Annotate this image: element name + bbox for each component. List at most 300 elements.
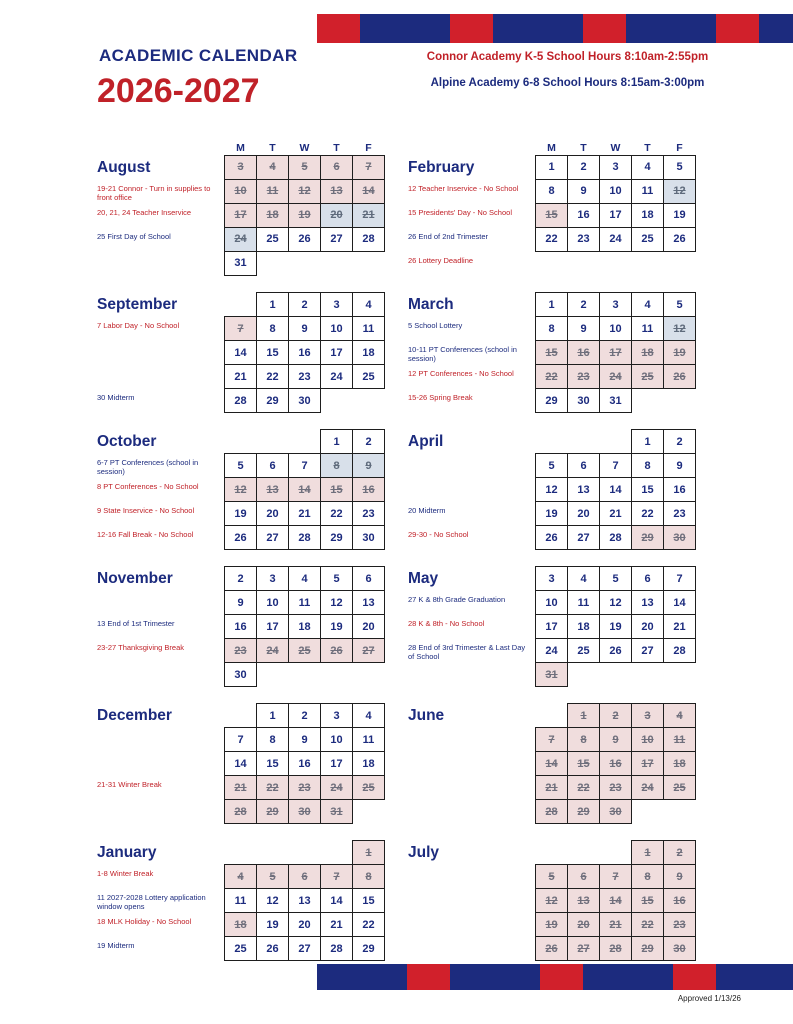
- month-february: [408, 141, 698, 277]
- day-cell: 5: [225, 454, 257, 478]
- month-note: 25 First Day of School: [97, 232, 171, 241]
- calendar-october: [224, 429, 385, 550]
- day-cell: 15: [568, 752, 600, 776]
- empty-cell: [632, 389, 664, 413]
- day-cell: 30: [568, 389, 600, 413]
- day-cell: 9: [568, 179, 600, 203]
- month-note: 26 End of 2nd Trimester: [408, 232, 489, 241]
- day-cell: 23: [664, 502, 696, 526]
- day-cell: 5: [257, 865, 289, 889]
- empty-cell: [321, 389, 353, 413]
- month-november: [97, 566, 387, 688]
- day-cell: 18: [353, 752, 385, 776]
- day-cell: 8: [632, 454, 664, 478]
- day-cell: 17: [600, 203, 632, 227]
- day-cell: 7: [225, 728, 257, 752]
- bar-segment-red: [317, 14, 360, 43]
- day-cell: 29: [632, 937, 664, 961]
- day-cell: 15: [632, 889, 664, 913]
- month-name-march: March: [408, 296, 454, 313]
- month-note: 26 Lottery Deadline: [408, 256, 474, 265]
- calendar-december: [224, 703, 385, 824]
- month-note: 15 Presidents' Day - No School: [408, 208, 512, 217]
- day-cell: 29: [257, 389, 289, 413]
- day-cell: 3: [600, 293, 632, 317]
- day-cell: 18: [632, 203, 664, 227]
- day-cell: 23: [664, 913, 696, 937]
- day-cell: 7: [353, 155, 385, 179]
- day-cell: 15: [257, 752, 289, 776]
- day-cell: 26: [536, 937, 568, 961]
- day-cell: 5: [664, 293, 696, 317]
- month-name-august: August: [97, 159, 151, 176]
- day-cell: 8: [568, 728, 600, 752]
- day-cell: 21: [600, 502, 632, 526]
- day-cell: 29: [321, 526, 353, 550]
- month-note: 5 School Lottery: [408, 321, 463, 330]
- empty-cell: [568, 430, 600, 454]
- day-cell: 13: [353, 591, 385, 615]
- day-cell: 28: [353, 227, 385, 251]
- day-cell: 20: [632, 615, 664, 639]
- day-cell: 29: [257, 800, 289, 824]
- day-cell: 10: [600, 317, 632, 341]
- day-cell: 6: [568, 454, 600, 478]
- day-cell: 25: [257, 227, 289, 251]
- day-cell: 11: [353, 317, 385, 341]
- month-name-december: December: [97, 707, 172, 724]
- day-cell: 31: [536, 663, 568, 687]
- month-note: 13 End of 1st Trimester: [97, 619, 175, 628]
- month-name-january: January: [97, 844, 157, 861]
- month-label-column-august: [97, 141, 224, 277]
- day-cell: 7: [321, 865, 353, 889]
- month-label-column-february: [408, 141, 535, 277]
- month-note: 30 Midterm: [97, 393, 135, 402]
- weekday-header: T: [580, 141, 587, 154]
- day-cell: 2: [568, 293, 600, 317]
- day-cell: 5: [664, 155, 696, 179]
- month-august: [97, 141, 387, 277]
- day-cell: 28: [600, 526, 632, 550]
- day-cell: 17: [600, 341, 632, 365]
- empty-cell: [225, 704, 257, 728]
- month-label-column-march: [408, 292, 535, 414]
- day-cell: 9: [664, 454, 696, 478]
- day-cell: 5: [536, 865, 568, 889]
- day-cell: 28: [600, 937, 632, 961]
- month-name-june: June: [408, 707, 445, 724]
- day-cell: 14: [289, 478, 321, 502]
- month-october: [97, 429, 387, 551]
- day-cell: 29: [568, 800, 600, 824]
- empty-cell: [225, 430, 257, 454]
- day-cell: 25: [568, 639, 600, 663]
- day-cell: 14: [664, 591, 696, 615]
- day-cell: 19: [257, 913, 289, 937]
- day-cell: 1: [321, 430, 353, 454]
- day-cell: 24: [257, 639, 289, 663]
- day-cell: 2: [289, 704, 321, 728]
- day-cell: 3: [257, 567, 289, 591]
- school-years: 2026-2027: [97, 72, 260, 110]
- month-note: 23-27 Thanksgiving Break: [97, 643, 184, 652]
- day-cell: 29: [632, 526, 664, 550]
- day-cell: 8: [536, 179, 568, 203]
- month-note: 18 MLK Holiday - No School: [97, 917, 192, 926]
- day-cell: 21: [225, 365, 257, 389]
- calendar-february: [535, 141, 696, 252]
- day-cell: 7: [664, 567, 696, 591]
- day-cell: 4: [568, 567, 600, 591]
- day-cell: 20: [568, 502, 600, 526]
- day-cell: 12: [321, 591, 353, 615]
- bar-segment-blue: [317, 964, 407, 990]
- day-cell: 26: [289, 227, 321, 251]
- empty-cell: [664, 663, 696, 687]
- day-cell: 23: [225, 639, 257, 663]
- month-name-july: July: [408, 844, 440, 861]
- day-cell: 2: [289, 293, 321, 317]
- day-cell: 20: [257, 502, 289, 526]
- day-cell: 15: [353, 889, 385, 913]
- day-cell: 16: [664, 478, 696, 502]
- day-cell: 19: [600, 615, 632, 639]
- weekday-header: W: [299, 141, 310, 154]
- bar-segment-red: [540, 964, 583, 990]
- day-cell: 12: [664, 317, 696, 341]
- day-cell: 10: [536, 591, 568, 615]
- day-cell: 19: [289, 203, 321, 227]
- day-cell: 22: [632, 913, 664, 937]
- month-note: 1-8 Winter Break: [97, 869, 154, 878]
- empty-cell: [600, 430, 632, 454]
- day-cell: 22: [568, 776, 600, 800]
- empty-cell: [536, 704, 568, 728]
- day-cell: 26: [321, 639, 353, 663]
- day-cell: 24: [600, 227, 632, 251]
- day-cell: 18: [353, 341, 385, 365]
- day-cell: 9: [600, 728, 632, 752]
- day-cell: 9: [289, 728, 321, 752]
- day-cell: 21: [289, 502, 321, 526]
- day-cell: 9: [353, 454, 385, 478]
- day-cell: 14: [600, 478, 632, 502]
- empty-cell: [664, 800, 696, 824]
- bar-segment-blue: [450, 964, 540, 990]
- day-cell: 25: [225, 937, 257, 961]
- school-hours: [400, 50, 735, 102]
- day-cell: 30: [664, 526, 696, 550]
- day-cell: 22: [632, 502, 664, 526]
- connor-hours-line: Connor Academy K-5 School Hours 8:10am-2:55pm: [426, 51, 709, 63]
- day-cell: 21: [225, 776, 257, 800]
- day-cell: 4: [664, 704, 696, 728]
- weekday-header: T: [269, 141, 276, 154]
- month-note: 28 K & 8th - No School: [408, 619, 485, 628]
- day-cell: 30: [289, 800, 321, 824]
- day-cell: 9: [664, 865, 696, 889]
- day-cell: 8: [353, 865, 385, 889]
- day-cell: 14: [536, 752, 568, 776]
- month-label-column-july: [408, 840, 535, 962]
- empty-cell: [257, 430, 289, 454]
- day-cell: 18: [664, 752, 696, 776]
- day-cell: 24: [536, 639, 568, 663]
- bar-segment-blue: [626, 14, 716, 43]
- day-cell: 27: [257, 526, 289, 550]
- day-cell: 7: [536, 728, 568, 752]
- day-cell: 9: [289, 317, 321, 341]
- day-cell: 22: [257, 776, 289, 800]
- bar-segment-red: [673, 964, 716, 990]
- day-cell: 23: [600, 776, 632, 800]
- day-cell: 7: [225, 317, 257, 341]
- months-grid: [97, 141, 698, 962]
- day-cell: 17: [536, 615, 568, 639]
- empty-cell: [257, 841, 289, 865]
- month-september: [97, 292, 387, 414]
- month-note: 9 State Inservice - No School: [97, 506, 195, 515]
- month-name-october: October: [97, 433, 157, 450]
- empty-cell: [568, 663, 600, 687]
- day-cell: 10: [321, 728, 353, 752]
- month-note: 12 Teacher Inservice - No School: [408, 184, 519, 193]
- day-cell: 3: [321, 293, 353, 317]
- day-cell: 16: [664, 889, 696, 913]
- day-cell: 1: [632, 841, 664, 865]
- weekday-header: T: [644, 141, 651, 154]
- empty-cell: [568, 841, 600, 865]
- day-cell: 29: [353, 937, 385, 961]
- day-cell: 12: [257, 889, 289, 913]
- day-cell: 17: [257, 615, 289, 639]
- day-cell: 13: [632, 591, 664, 615]
- day-cell: 12: [225, 478, 257, 502]
- empty-cell: [225, 841, 257, 865]
- day-cell: 10: [632, 728, 664, 752]
- bar-segment-blue: [716, 964, 793, 990]
- month-label-column-april: [408, 429, 535, 551]
- month-note: 19 Midterm: [97, 941, 135, 950]
- day-cell: 11: [632, 179, 664, 203]
- day-cell: 19: [225, 502, 257, 526]
- day-cell: 18: [568, 615, 600, 639]
- day-cell: 12: [536, 889, 568, 913]
- month-label-column-june: [408, 703, 535, 825]
- day-cell: 5: [600, 567, 632, 591]
- empty-cell: [600, 663, 632, 687]
- day-cell: 30: [353, 526, 385, 550]
- day-cell: 13: [568, 889, 600, 913]
- day-cell: 4: [632, 293, 664, 317]
- day-cell: 12: [289, 179, 321, 203]
- empty-cell: [536, 841, 568, 865]
- empty-cell: [321, 841, 353, 865]
- day-cell: 7: [600, 454, 632, 478]
- day-cell: 20: [321, 203, 353, 227]
- day-cell: 26: [664, 227, 696, 251]
- empty-cell: [289, 251, 321, 275]
- day-cell: 4: [225, 865, 257, 889]
- calendar-january: [224, 840, 385, 961]
- day-cell: 16: [289, 341, 321, 365]
- day-cell: 15: [632, 478, 664, 502]
- day-cell: 15: [536, 341, 568, 365]
- day-cell: 26: [664, 365, 696, 389]
- day-cell: 11: [225, 889, 257, 913]
- empty-cell: [632, 800, 664, 824]
- calendar-april: [535, 429, 696, 550]
- month-label-column-december: [97, 703, 224, 825]
- day-cell: 4: [632, 155, 664, 179]
- empty-cell: [289, 663, 321, 687]
- empty-cell: [353, 663, 385, 687]
- day-cell: 24: [321, 365, 353, 389]
- empty-cell: [632, 663, 664, 687]
- month-note: 20, 21, 24 Teacher Inservice: [97, 208, 192, 217]
- day-cell: 31: [321, 800, 353, 824]
- day-cell: 10: [321, 317, 353, 341]
- day-cell: 31: [600, 389, 632, 413]
- month-march: [408, 292, 698, 414]
- day-cell: 19: [664, 341, 696, 365]
- weekday-header: M: [236, 141, 245, 154]
- day-cell: 9: [225, 591, 257, 615]
- day-cell: 8: [257, 728, 289, 752]
- day-cell: 8: [257, 317, 289, 341]
- day-cell: 16: [225, 615, 257, 639]
- day-cell: 26: [225, 526, 257, 550]
- month-july: [408, 840, 698, 962]
- day-cell: 19: [664, 203, 696, 227]
- month-name-september: September: [97, 296, 178, 313]
- day-cell: 10: [225, 179, 257, 203]
- day-cell: 20: [289, 913, 321, 937]
- bar-segment-red: [583, 14, 626, 43]
- day-cell: 11: [568, 591, 600, 615]
- calendar-may: [535, 566, 696, 687]
- day-cell: 20: [568, 913, 600, 937]
- day-cell: 8: [632, 865, 664, 889]
- empty-cell: [289, 430, 321, 454]
- day-cell: 2: [600, 704, 632, 728]
- day-cell: 23: [289, 365, 321, 389]
- day-cell: 12: [600, 591, 632, 615]
- month-april: [408, 429, 698, 551]
- day-cell: 30: [664, 937, 696, 961]
- bar-segment-blue: [493, 14, 583, 43]
- empty-cell: [536, 430, 568, 454]
- day-cell: 18: [289, 615, 321, 639]
- day-cell: 12: [536, 478, 568, 502]
- day-cell: 31: [225, 251, 257, 275]
- calendar-march: [535, 292, 696, 413]
- empty-cell: [321, 663, 353, 687]
- month-note: 11 2027-2028 Lottery application window opens: [97, 893, 206, 912]
- day-cell: 3: [632, 704, 664, 728]
- day-cell: 3: [600, 155, 632, 179]
- day-cell: 13: [289, 889, 321, 913]
- day-cell: 5: [536, 454, 568, 478]
- day-cell: 3: [536, 567, 568, 591]
- day-cell: 3: [225, 155, 257, 179]
- month-name-february: February: [408, 159, 475, 176]
- day-cell: 30: [225, 663, 257, 687]
- day-cell: 18: [257, 203, 289, 227]
- day-cell: 1: [536, 293, 568, 317]
- month-note: 29-30 - No School: [408, 530, 469, 539]
- month-label-column-september: [97, 292, 224, 414]
- month-name-may: May: [408, 570, 439, 587]
- month-note: 21-31 Winter Break: [97, 780, 162, 789]
- day-cell: 6: [568, 865, 600, 889]
- day-cell: 15: [536, 203, 568, 227]
- day-cell: 17: [632, 752, 664, 776]
- month-note: 28 End of 3rd Trimester & Last Day of School: [408, 643, 526, 662]
- day-cell: 15: [257, 341, 289, 365]
- day-cell: 21: [536, 776, 568, 800]
- calendar-june: [535, 703, 696, 824]
- day-cell: 20: [353, 615, 385, 639]
- weekday-header: F: [676, 141, 683, 154]
- weekday-header: F: [365, 141, 372, 154]
- empty-cell: [664, 389, 696, 413]
- weekday-header: T: [333, 141, 340, 154]
- day-cell: 11: [664, 728, 696, 752]
- month-december: [97, 703, 387, 825]
- day-cell: 24: [632, 776, 664, 800]
- day-cell: 6: [353, 567, 385, 591]
- day-cell: 2: [353, 430, 385, 454]
- day-cell: 27: [289, 937, 321, 961]
- day-cell: 5: [321, 567, 353, 591]
- month-note: 6-7 PT Conferences (school in session): [97, 458, 199, 477]
- day-cell: 21: [353, 203, 385, 227]
- day-cell: 26: [600, 639, 632, 663]
- day-cell: 22: [536, 365, 568, 389]
- day-cell: 25: [632, 365, 664, 389]
- day-cell: 4: [289, 567, 321, 591]
- day-cell: 14: [353, 179, 385, 203]
- day-cell: 12: [664, 179, 696, 203]
- month-note: 20 Midterm: [408, 506, 446, 515]
- day-cell: 16: [289, 752, 321, 776]
- day-cell: 22: [257, 365, 289, 389]
- month-note: 7 Labor Day - No School: [97, 321, 180, 330]
- day-cell: 1: [353, 841, 385, 865]
- calendar-august: [224, 141, 385, 276]
- day-cell: 14: [600, 889, 632, 913]
- day-cell: 28: [536, 800, 568, 824]
- day-cell: 24: [225, 227, 257, 251]
- day-cell: 4: [353, 293, 385, 317]
- day-cell: 22: [321, 502, 353, 526]
- day-cell: 4: [257, 155, 289, 179]
- empty-cell: [600, 841, 632, 865]
- day-cell: 14: [225, 752, 257, 776]
- day-cell: 22: [536, 227, 568, 251]
- day-cell: 25: [353, 776, 385, 800]
- day-cell: 30: [600, 800, 632, 824]
- day-cell: 3: [321, 704, 353, 728]
- day-cell: 27: [568, 937, 600, 961]
- day-cell: 17: [321, 341, 353, 365]
- empty-cell: [257, 251, 289, 275]
- day-cell: 8: [321, 454, 353, 478]
- day-cell: 14: [321, 889, 353, 913]
- day-cell: 6: [289, 865, 321, 889]
